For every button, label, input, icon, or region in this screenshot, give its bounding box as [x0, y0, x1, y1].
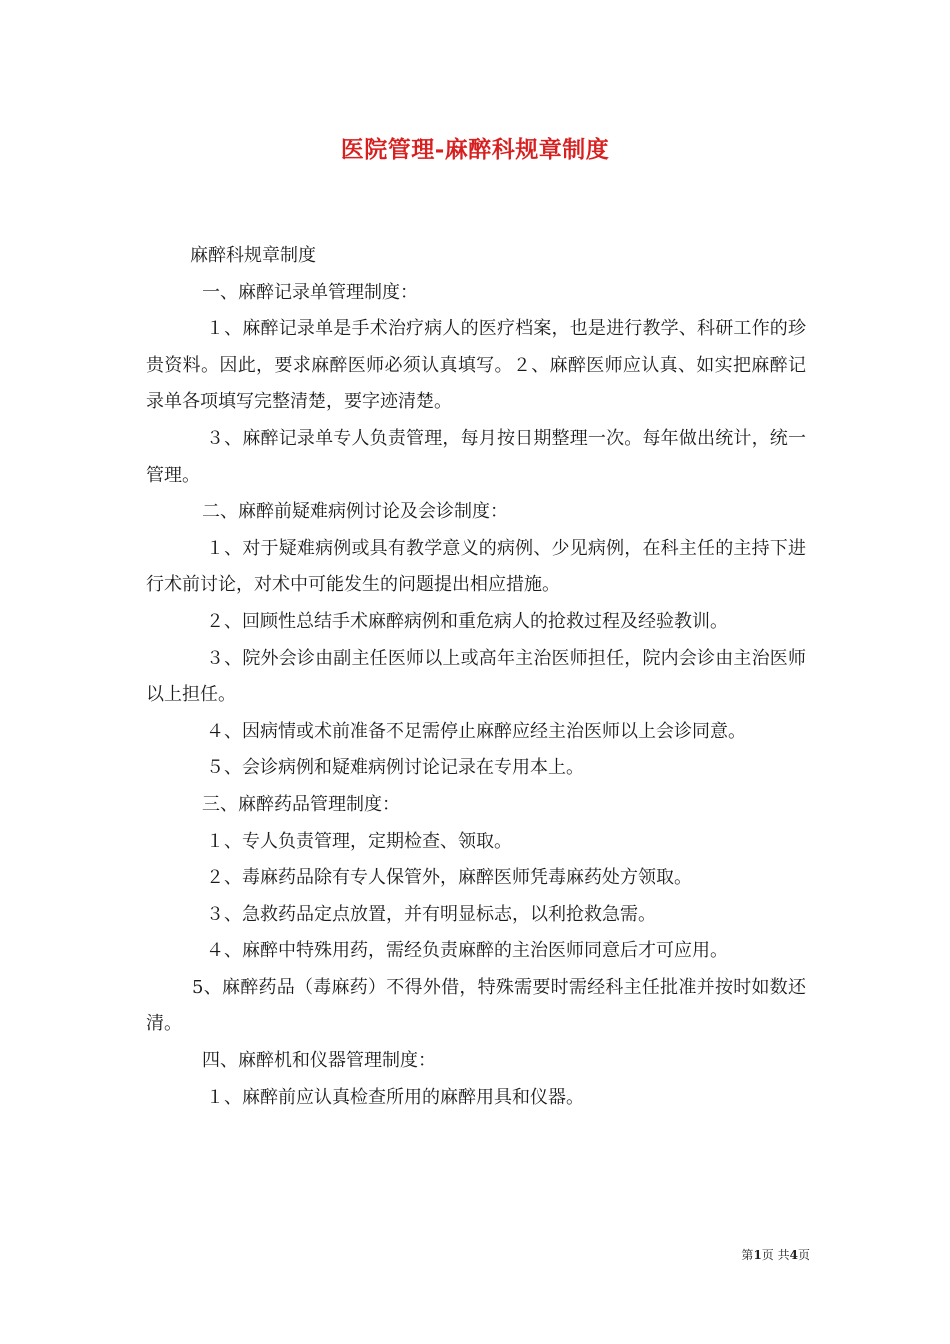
page-number-footer [700, 1245, 810, 1265]
footer-prefix: 第 [741, 1248, 754, 1262]
paragraph: １、麻醉前应认真检查所用的麻醉用具和仪器。 [206, 1086, 584, 1108]
section-heading-1: 一、麻醉记录单管理制度： [202, 281, 418, 303]
paragraph: ４、因病情或术前准备不足需停止麻醉应经主治医师以上会诊同意。 [206, 720, 746, 742]
footer-suffix: 页 [797, 1248, 810, 1262]
paragraph: 5、麻醉药品（毒麻药）不得外借，特殊需要时需经科主任批准并按时如数还清。 [146, 976, 806, 1035]
paragraph: ２、毒麻药品除有专人保管外，麻醉医师凭毒麻药处方领取。 [206, 867, 692, 889]
paragraph: ５、会诊病例和疑难病例讨论记录在专用本上。 [206, 757, 584, 779]
paragraph: ３、麻醉记录单专人负责管理，每月按日期整理一次。每年做出统计，统一管理。 [146, 427, 806, 486]
section-heading-2: 二、麻醉前疑难病例讨论及会诊制度： [202, 501, 508, 523]
paragraph: ４、麻醉中特殊用药，需经负责麻醉的主治医师同意后才可应用。 [206, 940, 728, 962]
section-heading-4: 四、麻醉机和仪器管理制度： [202, 1050, 436, 1072]
paragraph: ３、急救药品定点放置，并有明显标志，以利抢救急需。 [206, 903, 656, 925]
document-body [146, 238, 806, 1116]
paragraph: １、麻醉记录单是手术治疗病人的医疗档案，也是进行教学、科研工作的珍贵资料。因此，要求麻醉医师必须认真填写。２、麻醉医师应认真、如实把麻醉记录单各项填写完整清楚，要字迹清楚。 [146, 318, 806, 413]
heading-doc-name: 麻醉科规章制度 [190, 245, 316, 266]
paragraph: ２、回顾性总结手术麻醉病例和重危病人的抢救过程及经验教训。 [206, 610, 728, 632]
total-pages-number: 4 [789, 1248, 798, 1262]
paragraph: １、对于疑难病例或具有教学意义的病例、少见病例，在科主任的主持下进行术前讨论，对术中可能发生的问题提出相应措施。 [146, 537, 806, 596]
current-page-number: 1 [753, 1248, 762, 1262]
document-title: 医院管理-麻醉科规章制度 [340, 136, 610, 163]
section-heading-3: 三、麻醉药品管理制度： [202, 793, 400, 815]
paragraph: ３、院外会诊由副主任医师以上或高年主治医师担任，院内会诊由主治医师以上担任。 [146, 647, 806, 706]
footer-middle: 页 共 [761, 1248, 790, 1262]
paragraph: １、专人负责管理，定期检查、领取。 [206, 830, 512, 852]
